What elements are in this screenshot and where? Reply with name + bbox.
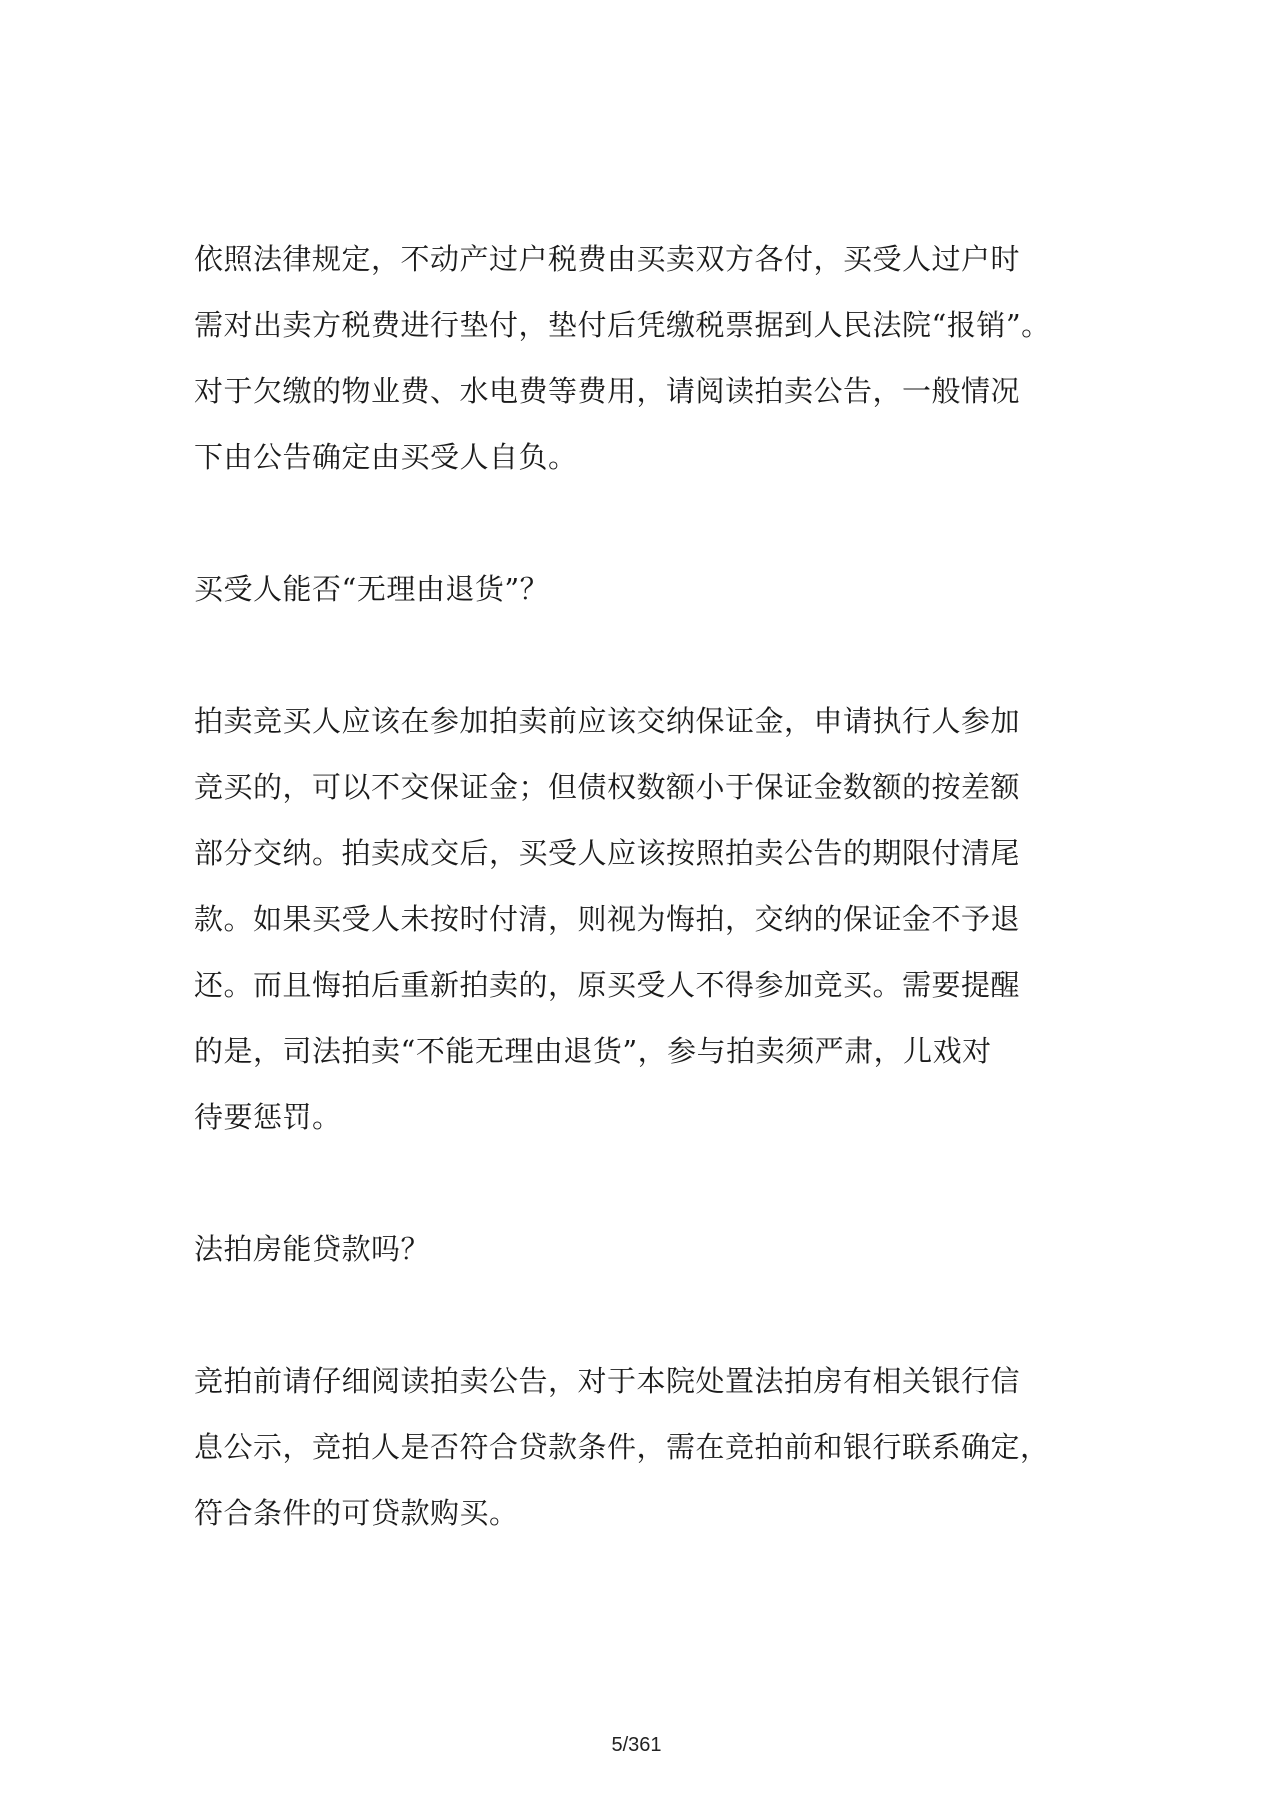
- text-line: 下由公告确定由买受人自负。: [194, 440, 578, 474]
- paragraph-deposit: [194, 688, 1094, 1150]
- paragraph-spacer: [194, 490, 1094, 556]
- question-heading-loan: [194, 1216, 1094, 1282]
- text-line: 待要惩罚。: [194, 1100, 342, 1134]
- text-line: 竞买的，可以不交保证金；但债权数额小于保证金数额的按差额: [194, 770, 1021, 804]
- text-line: 对于欠缴的物业费、水电费等费用，请阅读拍卖公告，一般情况: [194, 374, 1021, 408]
- paragraph-loan: [194, 1348, 1094, 1546]
- text-line: 部分交纳。拍卖成交后，买受人应该按照拍卖公告的期限付清尾: [194, 836, 1021, 870]
- text-line: 法拍房能贷款吗？: [194, 1232, 431, 1266]
- text-line: 符合条件的可贷款购买。: [194, 1496, 519, 1530]
- text-line: 款。如果买受人未按时付清，则视为悔拍，交纳的保证金不予退: [194, 902, 1021, 936]
- text-line: 依照法律规定，不动产过户税费由买卖双方各付，买受人过户时: [194, 242, 1021, 276]
- paragraph-tax-fees: [194, 226, 1094, 490]
- paragraph-spacer: [194, 1282, 1094, 1348]
- text-line: 拍卖竞买人应该在参加拍卖前应该交纳保证金，申请执行人参加: [194, 704, 1021, 738]
- document-body: [194, 226, 1094, 1546]
- text-line: 买受人能否“无理由退货”？: [194, 572, 550, 606]
- text-line: 还。而且悔拍后重新拍卖的，原买受人不得参加竞买。需要提醒: [194, 968, 1021, 1002]
- text-line: 的是，司法拍卖“不能无理由退货”，参与拍卖须严肃，儿戏对: [194, 1034, 992, 1068]
- page-number: 5/361: [611, 1734, 662, 1756]
- paragraph-spacer: [194, 1150, 1094, 1216]
- question-heading-return: [194, 556, 1094, 622]
- text-line: 息公示，竞拍人是否符合贷款条件，需在竞拍前和银行联系确定，: [194, 1430, 1050, 1464]
- paragraph-spacer: [194, 622, 1094, 688]
- text-line: 竞拍前请仔细阅读拍卖公告，对于本院处置法拍房有相关银行信: [194, 1364, 1021, 1398]
- text-line: 需对出卖方税费进行垫付，垫付后凭缴税票据到人民法院“报销”。: [194, 308, 1051, 342]
